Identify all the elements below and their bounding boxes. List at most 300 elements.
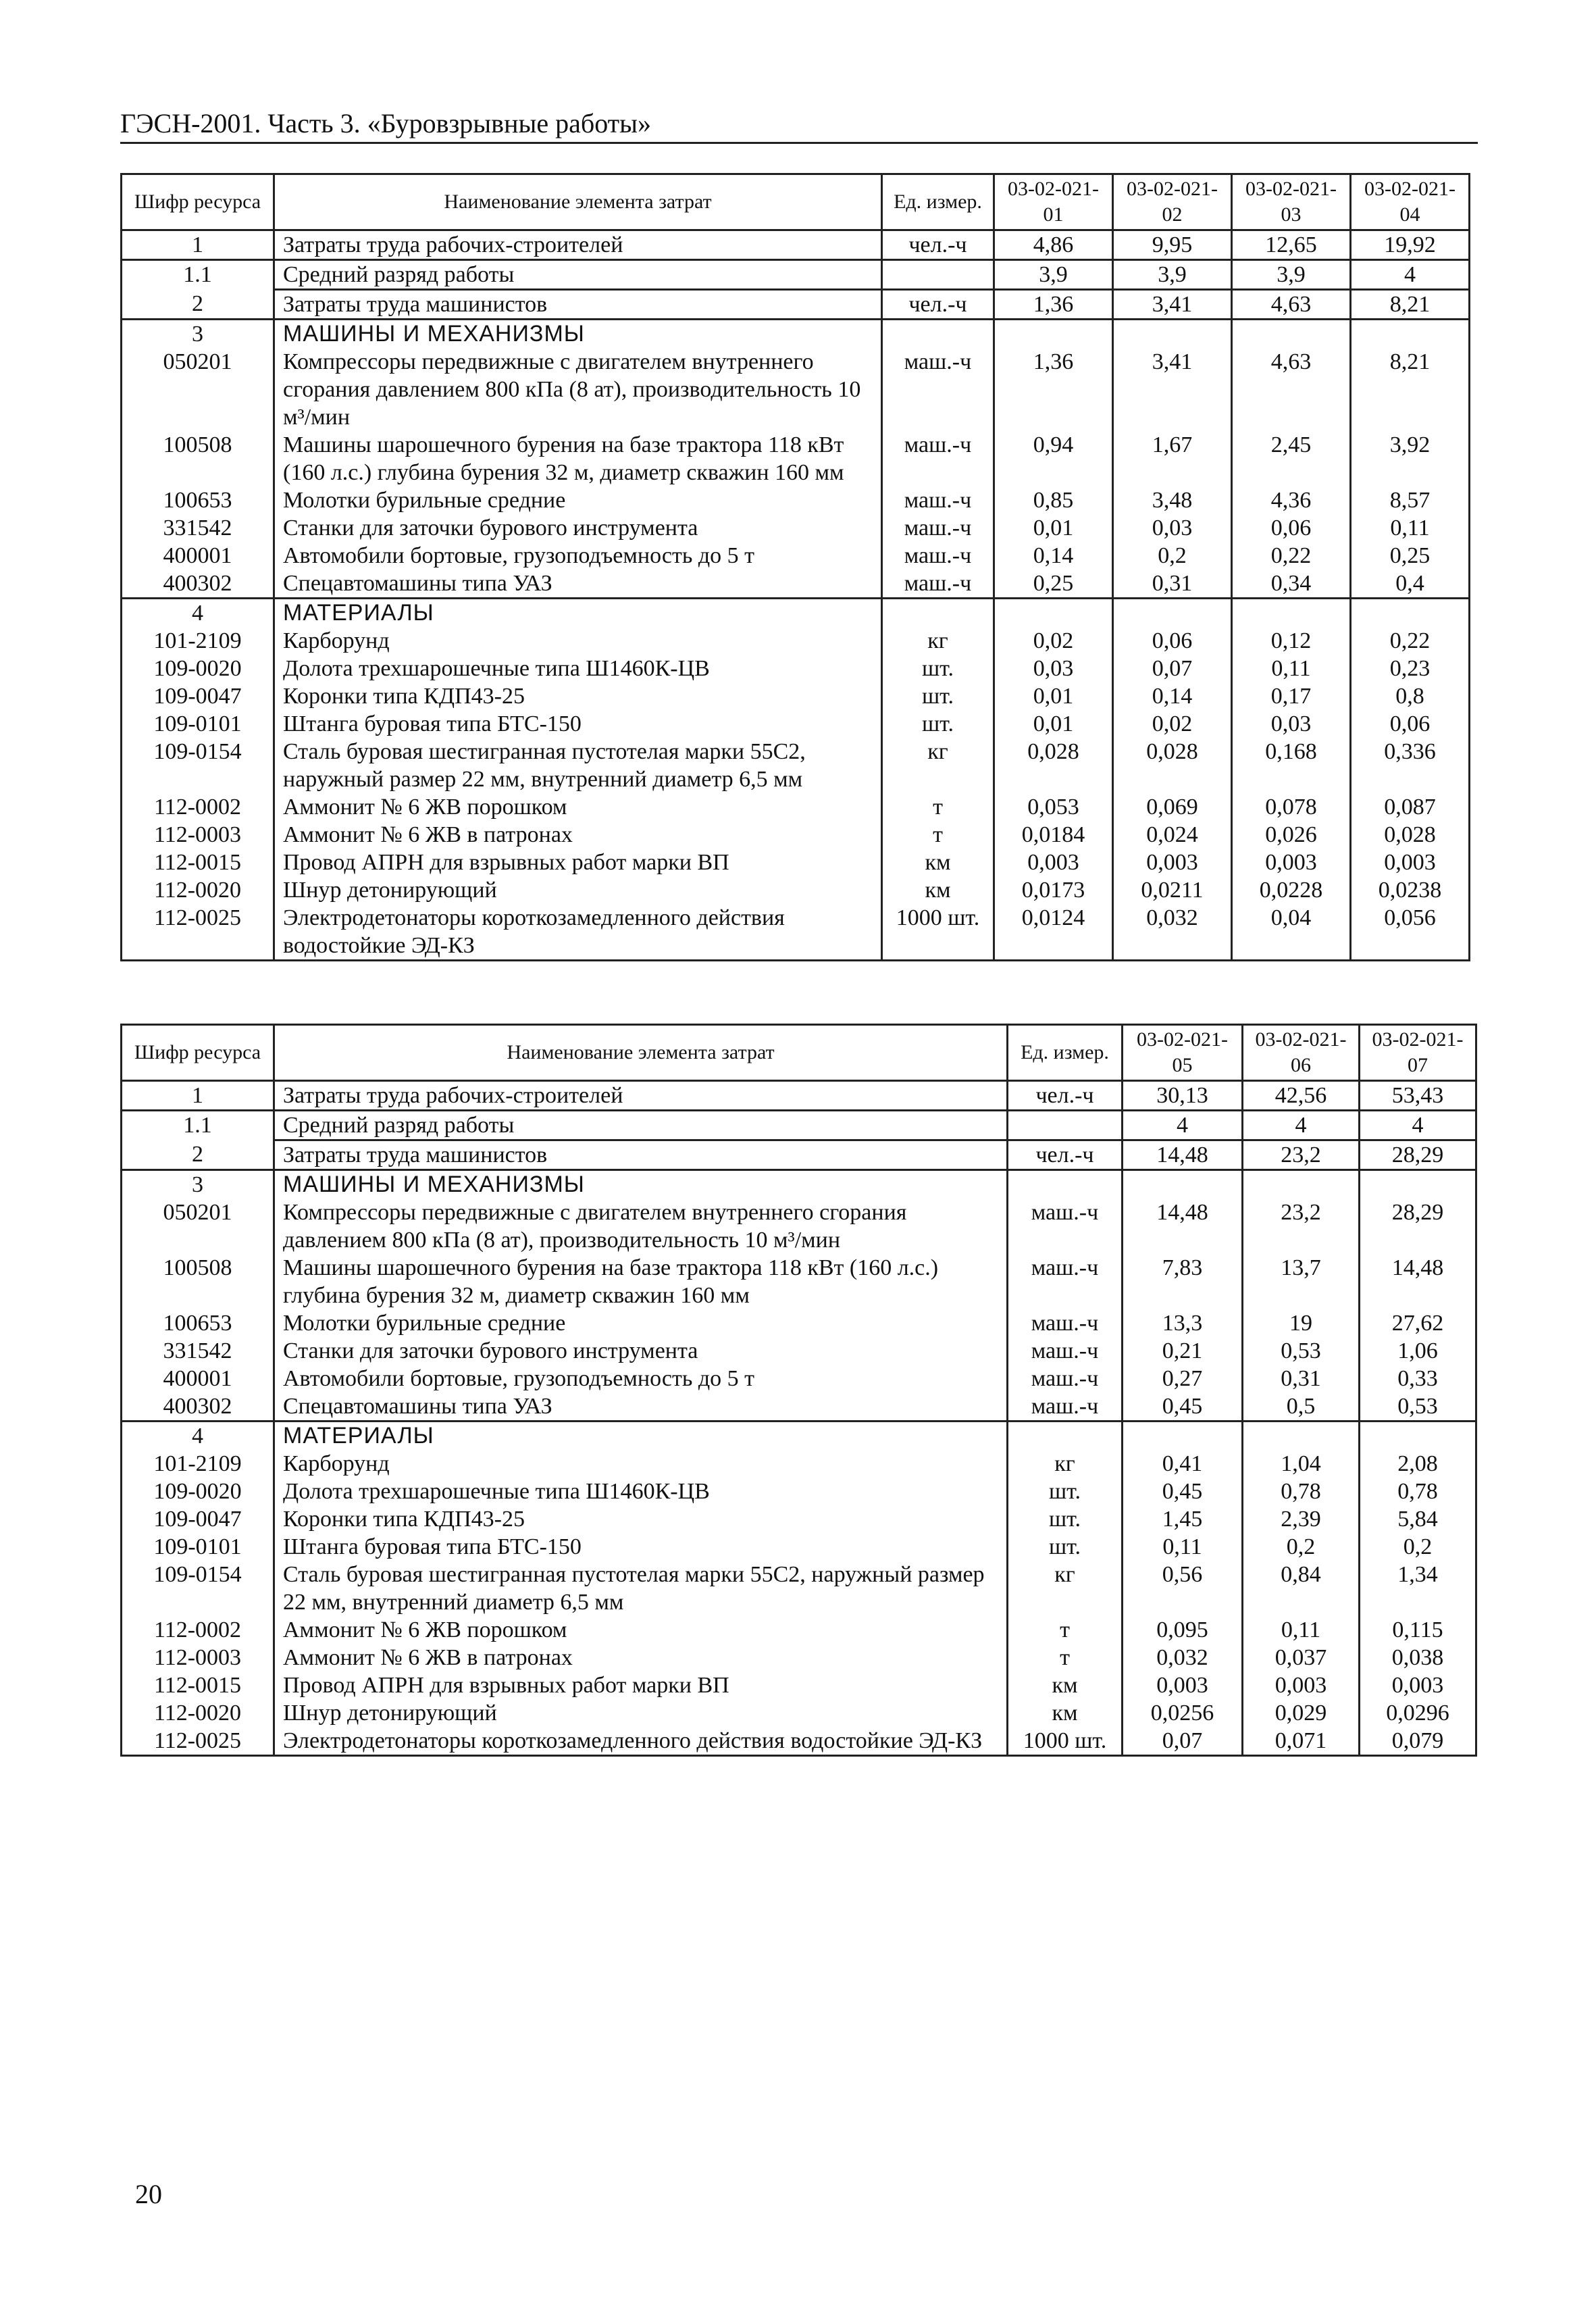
- rate-value: 0,01: [994, 682, 1113, 710]
- rate-value: 28,29: [1360, 1140, 1476, 1170]
- rate-value: 0,056: [1351, 904, 1470, 961]
- column-header-code: Шифр ресурса: [122, 174, 274, 230]
- rate-value: [1232, 320, 1351, 349]
- resource-code: 109-0020: [122, 655, 274, 682]
- table-row: [122, 1309, 1476, 1337]
- cost-item-name: Долота трехшарошечные типа Ш1460К-ЦВ: [274, 1478, 1008, 1505]
- cost-item-name: Компрессоры передвижные с двигателем внутреннего сгорания давлением 800 кПа (8 ат), производительность 10 м³/мин: [274, 1199, 1008, 1254]
- table-row: [122, 1505, 1476, 1533]
- unit: маш.-ч: [882, 486, 994, 514]
- cost-item-name: Сталь буровая шестигранная пустотелая марки 55С2, наружный размер 22 мм, внутренний диаметр 6,5 мм: [274, 1561, 1008, 1616]
- table-row: [122, 738, 1470, 793]
- rate-value: 0,12: [1232, 627, 1351, 655]
- unit: км: [882, 849, 994, 876]
- rate-value: 0,01: [994, 514, 1113, 542]
- rate-value: 0,0228: [1232, 876, 1351, 904]
- rate-value: 2,39: [1243, 1505, 1360, 1533]
- section-title: МАТЕРИАЛЫ: [274, 1422, 1008, 1451]
- rate-value: 3,41: [1113, 290, 1232, 320]
- cost-item-name: Провод АПРН для взрывных работ марки ВП: [274, 849, 882, 876]
- rate-value: 5,84: [1360, 1505, 1476, 1533]
- rate-value: 0,53: [1243, 1337, 1360, 1365]
- rate-value: 9,95: [1113, 230, 1232, 260]
- resource-code: 400302: [122, 1392, 274, 1422]
- cost-item-name: Средний разряд работы: [274, 1111, 1008, 1140]
- resource-code: 100653: [122, 486, 274, 514]
- rate-value: 1,06: [1360, 1337, 1476, 1365]
- resource-code: 112-0025: [122, 1727, 274, 1756]
- rate-value: 13,3: [1123, 1309, 1243, 1337]
- rate-value: 0,11: [1232, 655, 1351, 682]
- rate-value: 0,25: [994, 570, 1113, 599]
- rate-value: 42,56: [1243, 1081, 1360, 1111]
- unit: чел.-ч: [1008, 1081, 1123, 1111]
- table-row: [122, 1616, 1476, 1644]
- table-row: [122, 1392, 1476, 1422]
- unit: 1000 шт.: [1008, 1727, 1123, 1756]
- table-row: [122, 230, 1470, 260]
- rate-value: 0,053: [994, 793, 1113, 821]
- table-row: [122, 599, 1470, 628]
- cost-item-name: Карборунд: [274, 1450, 1008, 1478]
- rate-value: 0,02: [1113, 710, 1232, 738]
- table-row: [122, 1644, 1476, 1671]
- resource-code: 109-0154: [122, 738, 274, 793]
- rate-value: 0,029: [1243, 1699, 1360, 1727]
- rate-value: 4,63: [1232, 290, 1351, 320]
- rate-value: 0,01: [994, 710, 1113, 738]
- resource-code: 331542: [122, 1337, 274, 1365]
- resource-code: 112-0015: [122, 849, 274, 876]
- rate-value: 0,0184: [994, 821, 1113, 849]
- rate-value: 0,5: [1243, 1392, 1360, 1422]
- rate-value: 23,2: [1243, 1199, 1360, 1254]
- rate-value: 1,34: [1360, 1561, 1476, 1616]
- resource-code: 331542: [122, 514, 274, 542]
- unit: км: [882, 876, 994, 904]
- cost-item-name: Спецавтомашины типа УАЗ: [274, 1392, 1008, 1422]
- rate-value: 0,78: [1243, 1478, 1360, 1505]
- cost-item-name: Затраты труда машинистов: [274, 1140, 1008, 1170]
- table-row: [122, 682, 1470, 710]
- cost-item-name: Коронки типа КДП43-25: [274, 682, 882, 710]
- resource-code: 109-0047: [122, 1505, 274, 1533]
- resource-code: 400001: [122, 1365, 274, 1392]
- unit: маш.-ч: [1008, 1199, 1123, 1254]
- resource-code: 2: [122, 290, 274, 320]
- rate-value: 0,0211: [1113, 876, 1232, 904]
- table-row: [122, 1337, 1476, 1365]
- rate-value: [1113, 320, 1232, 349]
- column-header-rate: 03-02-021-03: [1232, 174, 1351, 230]
- column-header-code: Шифр ресурса: [122, 1025, 274, 1081]
- cost-item-name: Затраты труда машинистов: [274, 290, 882, 320]
- unit: маш.-ч: [1008, 1254, 1123, 1309]
- section-title: МАШИНЫ И МЕХАНИЗМЫ: [274, 1170, 1008, 1199]
- rate-value: [1232, 599, 1351, 628]
- unit: т: [1008, 1616, 1123, 1644]
- rate-value: 0,026: [1232, 821, 1351, 849]
- cost-item-name: Затраты труда рабочих-строителей: [274, 1081, 1008, 1111]
- unit: маш.-ч: [1008, 1392, 1123, 1422]
- table-row: [122, 1170, 1476, 1199]
- resource-code: 112-0020: [122, 876, 274, 904]
- resource-code: 101-2109: [122, 627, 274, 655]
- rate-value: 0,31: [1113, 570, 1232, 599]
- cost-item-name: Провод АПРН для взрывных работ марки ВП: [274, 1671, 1008, 1699]
- rate-value: 0,0296: [1360, 1699, 1476, 1727]
- table-row: [122, 514, 1470, 542]
- unit: т: [882, 793, 994, 821]
- unit: [882, 599, 994, 628]
- table-row: [122, 1533, 1476, 1561]
- rate-value: [1113, 599, 1232, 628]
- rate-value: 0,071: [1243, 1727, 1360, 1756]
- rate-value: 7,83: [1123, 1254, 1243, 1309]
- rate-value: 0,079: [1360, 1727, 1476, 1756]
- resource-code: 109-0101: [122, 1533, 274, 1561]
- cost-item-name: Станки для заточки бурового инструмента: [274, 514, 882, 542]
- cost-item-name: Затраты труда рабочих-строителей: [274, 230, 882, 260]
- rate-value: 0,53: [1360, 1392, 1476, 1422]
- rate-value: 0,11: [1243, 1616, 1360, 1644]
- rate-value: 0,2: [1360, 1533, 1476, 1561]
- unit: [1008, 1170, 1123, 1199]
- rate-value: 0,45: [1123, 1392, 1243, 1422]
- rate-value: 0,33: [1360, 1365, 1476, 1392]
- unit: маш.-ч: [1008, 1309, 1123, 1337]
- cost-item-name: Машины шарошечного бурения на базе трактора 118 кВт (160 л.с.) глубина бурения 32 м, диаметр скважин 160 мм: [274, 1254, 1008, 1309]
- cost-item-name: Компрессоры передвижные с двигателем внутреннего сгорания давлением 800 кПа (8 ат), производительность 10 м³/мин: [274, 348, 882, 431]
- table-row: [122, 1111, 1476, 1140]
- rate-value: 3,9: [1232, 260, 1351, 290]
- unit: км: [1008, 1699, 1123, 1727]
- rate-value: 0,003: [1123, 1671, 1243, 1699]
- rate-value: 53,43: [1360, 1081, 1476, 1111]
- table-row: [122, 486, 1470, 514]
- rate-value: 4: [1351, 260, 1470, 290]
- unit: т: [882, 821, 994, 849]
- rate-value: 0,06: [1232, 514, 1351, 542]
- rate-value: 0,087: [1351, 793, 1470, 821]
- unit: маш.-ч: [882, 348, 994, 431]
- rate-value: 0,84: [1243, 1561, 1360, 1616]
- column-header-rate: 03-02-021-07: [1360, 1025, 1476, 1081]
- cost-item-name: Штанга буровая типа БТС-150: [274, 1533, 1008, 1561]
- resource-code: 1: [122, 1081, 274, 1111]
- cost-item-name: Автомобили бортовые, грузоподъемность до 5 т: [274, 1365, 1008, 1392]
- resource-code: 4: [122, 1422, 274, 1451]
- rate-value: 0,024: [1113, 821, 1232, 849]
- unit: маш.-ч: [882, 514, 994, 542]
- rate-value: 28,29: [1360, 1199, 1476, 1254]
- rate-value: 0,31: [1243, 1365, 1360, 1392]
- rate-value: 0,003: [1243, 1671, 1360, 1699]
- rate-value: 4: [1123, 1111, 1243, 1140]
- section-title: МАШИНЫ И МЕХАНИЗМЫ: [274, 320, 882, 349]
- cost-item-name: Аммонит № 6 ЖВ порошком: [274, 1616, 1008, 1644]
- cost-item-name: Долота трехшарошечные типа Ш1460К-ЦВ: [274, 655, 882, 682]
- rate-value: [1123, 1170, 1243, 1199]
- page-header: ГЭСН-2001. Часть 3. «Буровзрывные работы»: [120, 108, 1478, 144]
- rate-value: 0,94: [994, 431, 1113, 486]
- resource-code: 101-2109: [122, 1450, 274, 1478]
- unit: кг: [882, 627, 994, 655]
- cost-item-name: Шнур детонирующий: [274, 876, 882, 904]
- unit: маш.-ч: [882, 570, 994, 599]
- resource-code: 100508: [122, 1254, 274, 1309]
- table-header-row: [122, 1025, 1476, 1081]
- table-row: [122, 1365, 1476, 1392]
- rate-value: 0,168: [1232, 738, 1351, 793]
- unit: км: [1008, 1671, 1123, 1699]
- rate-value: [1243, 1170, 1360, 1199]
- cost-item-name: Станки для заточки бурового инструмента: [274, 1337, 1008, 1365]
- resource-code: 109-0154: [122, 1561, 274, 1616]
- rate-value: 4: [1360, 1111, 1476, 1140]
- rate-value: 0,85: [994, 486, 1113, 514]
- table-row: [122, 290, 1470, 320]
- rate-value: 0,4: [1351, 570, 1470, 599]
- rate-value: 0,34: [1232, 570, 1351, 599]
- resource-code: 400302: [122, 570, 274, 599]
- table-row: [122, 1254, 1476, 1309]
- resource-code: 100653: [122, 1309, 274, 1337]
- resource-code: 4: [122, 599, 274, 628]
- unit: 1000 шт.: [882, 904, 994, 961]
- rate-value: 0,0124: [994, 904, 1113, 961]
- unit: чел.-ч: [882, 230, 994, 260]
- unit: шт.: [1008, 1505, 1123, 1533]
- rate-value: 14,48: [1123, 1140, 1243, 1170]
- rate-value: 4,86: [994, 230, 1113, 260]
- rate-value: 30,13: [1123, 1081, 1243, 1111]
- rate-value: 0,11: [1123, 1533, 1243, 1561]
- resource-code: 1.1: [122, 260, 274, 290]
- cost-item-name: Спецавтомашины типа УАЗ: [274, 570, 882, 599]
- table-row: [122, 710, 1470, 738]
- unit: кг: [1008, 1450, 1123, 1478]
- resource-code: 100508: [122, 431, 274, 486]
- rate-value: 0,2: [1113, 542, 1232, 570]
- cost-item-name: Электродетонаторы короткозамедленного действия водостойкие ЭД-КЗ: [274, 904, 882, 961]
- table-row: [122, 793, 1470, 821]
- rate-value: 0,17: [1232, 682, 1351, 710]
- rate-value: 0,032: [1113, 904, 1232, 961]
- table-row: [122, 821, 1470, 849]
- cost-item-name: Молотки бурильные средние: [274, 1309, 1008, 1337]
- rate-value: 14,48: [1123, 1199, 1243, 1254]
- resource-code: 112-0025: [122, 904, 274, 961]
- unit: шт.: [882, 655, 994, 682]
- column-header-rate: 03-02-021-01: [994, 174, 1113, 230]
- rate-value: [994, 599, 1113, 628]
- resource-code: 1: [122, 230, 274, 260]
- column-header-rate: 03-02-021-04: [1351, 174, 1470, 230]
- rate-value: 0,028: [1113, 738, 1232, 793]
- resource-code: 109-0020: [122, 1478, 274, 1505]
- cost-item-name: Сталь буровая шестигранная пустотелая марки 55С2, наружный размер 22 мм, внутренний диаметр 6,5 мм: [274, 738, 882, 793]
- rate-value: 0,07: [1123, 1727, 1243, 1756]
- rate-value: 13,7: [1243, 1254, 1360, 1309]
- unit: [882, 260, 994, 290]
- rate-value: 0,003: [1360, 1671, 1476, 1699]
- unit: шт.: [1008, 1478, 1123, 1505]
- rate-value: 14,48: [1360, 1254, 1476, 1309]
- table-row: [122, 570, 1470, 599]
- rate-value: 0,028: [994, 738, 1113, 793]
- table-row: [122, 542, 1470, 570]
- cost-item-name: Электродетонаторы короткозамедленного действия водостойкие ЭД-КЗ: [274, 1727, 1008, 1756]
- rate-value: 27,62: [1360, 1309, 1476, 1337]
- unit: кг: [882, 738, 994, 793]
- unit: кг: [1008, 1561, 1123, 1616]
- rate-value: 0,14: [994, 542, 1113, 570]
- rate-value: 1,67: [1113, 431, 1232, 486]
- table-row: [122, 320, 1470, 349]
- rate-value: 0,11: [1351, 514, 1470, 542]
- table-header-row: [122, 174, 1470, 230]
- cost-item-name: Аммонит № 6 ЖВ порошком: [274, 793, 882, 821]
- resource-code: 050201: [122, 348, 274, 431]
- page-number: 20: [135, 2179, 162, 2209]
- rate-value: 0,21: [1123, 1337, 1243, 1365]
- table-row: [122, 1561, 1476, 1616]
- cost-table-2: [120, 1024, 1477, 1757]
- rate-value: 19,92: [1351, 230, 1470, 260]
- resource-code: 109-0047: [122, 682, 274, 710]
- rate-value: 23,2: [1243, 1140, 1360, 1170]
- resource-code: 112-0020: [122, 1699, 274, 1727]
- rate-value: 0,0256: [1123, 1699, 1243, 1727]
- table-row: [122, 348, 1470, 431]
- resource-code: 112-0003: [122, 821, 274, 849]
- rate-value: 0,8: [1351, 682, 1470, 710]
- cost-item-name: Молотки бурильные средние: [274, 486, 882, 514]
- rate-value: 3,41: [1113, 348, 1232, 431]
- rate-value: 12,65: [1232, 230, 1351, 260]
- column-header-name: Наименование элемента затрат: [274, 174, 882, 230]
- unit: чел.-ч: [1008, 1140, 1123, 1170]
- rate-value: 0,03: [994, 655, 1113, 682]
- resource-code: 1.1: [122, 1111, 274, 1140]
- table-row: [122, 1199, 1476, 1254]
- column-header-unit: Ед. измер.: [882, 174, 994, 230]
- rate-value: 0,06: [1113, 627, 1232, 655]
- rate-value: 0,78: [1360, 1478, 1476, 1505]
- rate-value: 0,0238: [1351, 876, 1470, 904]
- section-title: МАТЕРИАЛЫ: [274, 599, 882, 628]
- unit: шт.: [882, 710, 994, 738]
- table-row: [122, 1450, 1476, 1478]
- rate-value: 1,36: [994, 290, 1113, 320]
- cost-table-1: [120, 173, 1470, 961]
- unit: чел.-ч: [882, 290, 994, 320]
- rate-value: 2,45: [1232, 431, 1351, 486]
- table-row: [122, 260, 1470, 290]
- resource-code: 050201: [122, 1199, 274, 1254]
- table-row: [122, 655, 1470, 682]
- rate-value: 0,22: [1351, 627, 1470, 655]
- rate-value: 3,48: [1113, 486, 1232, 514]
- cost-item-name: Средний разряд работы: [274, 260, 882, 290]
- unit: маш.-ч: [882, 542, 994, 570]
- rate-value: 2,08: [1360, 1450, 1476, 1478]
- cost-item-name: Автомобили бортовые, грузоподъемность до 5 т: [274, 542, 882, 570]
- rate-value: 0,115: [1360, 1616, 1476, 1644]
- rate-value: 0,037: [1243, 1644, 1360, 1671]
- rate-value: 0,069: [1113, 793, 1232, 821]
- rate-value: 0,04: [1232, 904, 1351, 961]
- table-row: [122, 1699, 1476, 1727]
- rate-value: 8,57: [1351, 486, 1470, 514]
- rate-value: 1,36: [994, 348, 1113, 431]
- rate-value: 0,41: [1123, 1450, 1243, 1478]
- rate-value: 0,028: [1351, 821, 1470, 849]
- cost-item-name: Аммонит № 6 ЖВ в патронах: [274, 821, 882, 849]
- rate-value: [1243, 1422, 1360, 1451]
- column-header-rate: 03-02-021-06: [1243, 1025, 1360, 1081]
- rate-value: [1351, 320, 1470, 349]
- rate-value: 19: [1243, 1309, 1360, 1337]
- column-header-name: Наименование элемента затрат: [274, 1025, 1008, 1081]
- unit: шт.: [1008, 1533, 1123, 1561]
- table-row: [122, 627, 1470, 655]
- rate-value: 0,25: [1351, 542, 1470, 570]
- table-row: [122, 904, 1470, 961]
- resource-code: 112-0002: [122, 793, 274, 821]
- rate-value: 8,21: [1351, 290, 1470, 320]
- unit: маш.-ч: [1008, 1337, 1123, 1365]
- cost-item-name: Шнур детонирующий: [274, 1699, 1008, 1727]
- cost-item-name: Аммонит № 6 ЖВ в патронах: [274, 1644, 1008, 1671]
- table-row: [122, 1478, 1476, 1505]
- rate-value: 0,003: [1113, 849, 1232, 876]
- rate-value: 8,21: [1351, 348, 1470, 431]
- rate-value: [994, 320, 1113, 349]
- resource-code: 3: [122, 320, 274, 349]
- rate-value: 0,003: [1351, 849, 1470, 876]
- column-header-rate: 03-02-021-05: [1123, 1025, 1243, 1081]
- resource-code: 3: [122, 1170, 274, 1199]
- unit: т: [1008, 1644, 1123, 1671]
- table-row: [122, 849, 1470, 876]
- rate-value: 0,095: [1123, 1616, 1243, 1644]
- rate-value: 1,04: [1243, 1450, 1360, 1478]
- unit: [1008, 1422, 1123, 1451]
- table-row: [122, 1081, 1476, 1111]
- rate-value: 0,003: [994, 849, 1113, 876]
- unit: шт.: [882, 682, 994, 710]
- cost-item-name: Коронки типа КДП43-25: [274, 1505, 1008, 1533]
- rate-value: 0,078: [1232, 793, 1351, 821]
- rate-value: 4: [1243, 1111, 1360, 1140]
- rate-value: 0,032: [1123, 1644, 1243, 1671]
- resource-code: 400001: [122, 542, 274, 570]
- rate-value: 0,14: [1113, 682, 1232, 710]
- resource-code: 112-0003: [122, 1644, 274, 1671]
- table-row: [122, 1422, 1476, 1451]
- cost-item-name: Штанга буровая типа БТС-150: [274, 710, 882, 738]
- rate-value: 0,22: [1232, 542, 1351, 570]
- rate-value: 0,0173: [994, 876, 1113, 904]
- rate-value: [1360, 1422, 1476, 1451]
- rate-value: [1351, 599, 1470, 628]
- rate-value: 0,06: [1351, 710, 1470, 738]
- resource-code: 2: [122, 1140, 274, 1170]
- column-header-unit: Ед. измер.: [1008, 1025, 1123, 1081]
- rate-value: 0,56: [1123, 1561, 1243, 1616]
